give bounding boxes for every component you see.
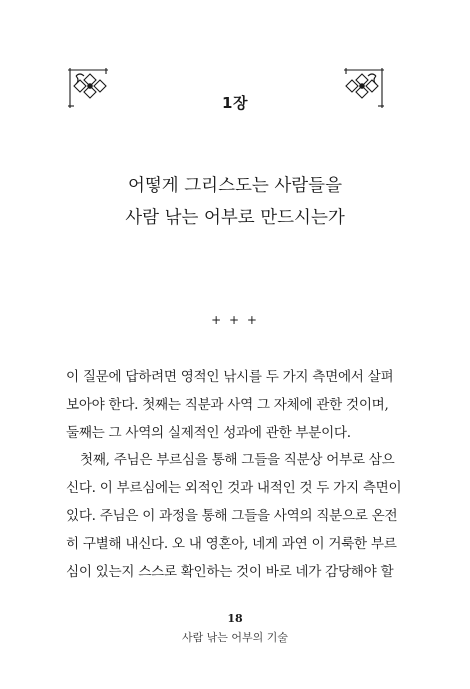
body-line: 히 구별해 내신다. 오 내 영혼아, 네게 과연 이 거룩한 부르 (66, 535, 397, 552)
chapter-title-line: 사람 낚는 어부로 만드시는가 (125, 208, 345, 228)
page-number: 18 (227, 612, 243, 625)
chapter-title-line: 어떻게 그리스도는 사람들을 (128, 176, 342, 196)
running-title: 사람 낚는 어부의 기술 (181, 631, 289, 644)
section-separator: + + + (211, 313, 259, 327)
chapter-label: 1장 (222, 94, 248, 112)
body-text (66, 364, 404, 586)
body-line: 신다. 이 부르심에는 외적인 것과 내적인 것 두 가지 측면이 (66, 480, 402, 497)
body-line: 심이 있는지 스스로 확인하는 것이 바로 네가 감당해야 할 (66, 563, 394, 580)
body-line: 있다. 주님은 이 과정을 통해 그들을 사역의 직분으로 온전 (66, 507, 398, 524)
chapter-title (0, 170, 470, 234)
body-line: 첫째, 주님은 부르심을 통해 그들을 직분상 어부로 삼으 (80, 452, 395, 469)
body-line: 둘째는 그 사역의 실제적인 성과에 관한 부분이다. (66, 424, 351, 441)
body-line: 보아야 한다. 첫째는 직분과 사역 그 자체에 관한 것이며, (66, 396, 389, 413)
body-line: 이 질문에 답하려면 영적인 낚시를 두 가지 측면에서 살펴 (66, 369, 394, 385)
